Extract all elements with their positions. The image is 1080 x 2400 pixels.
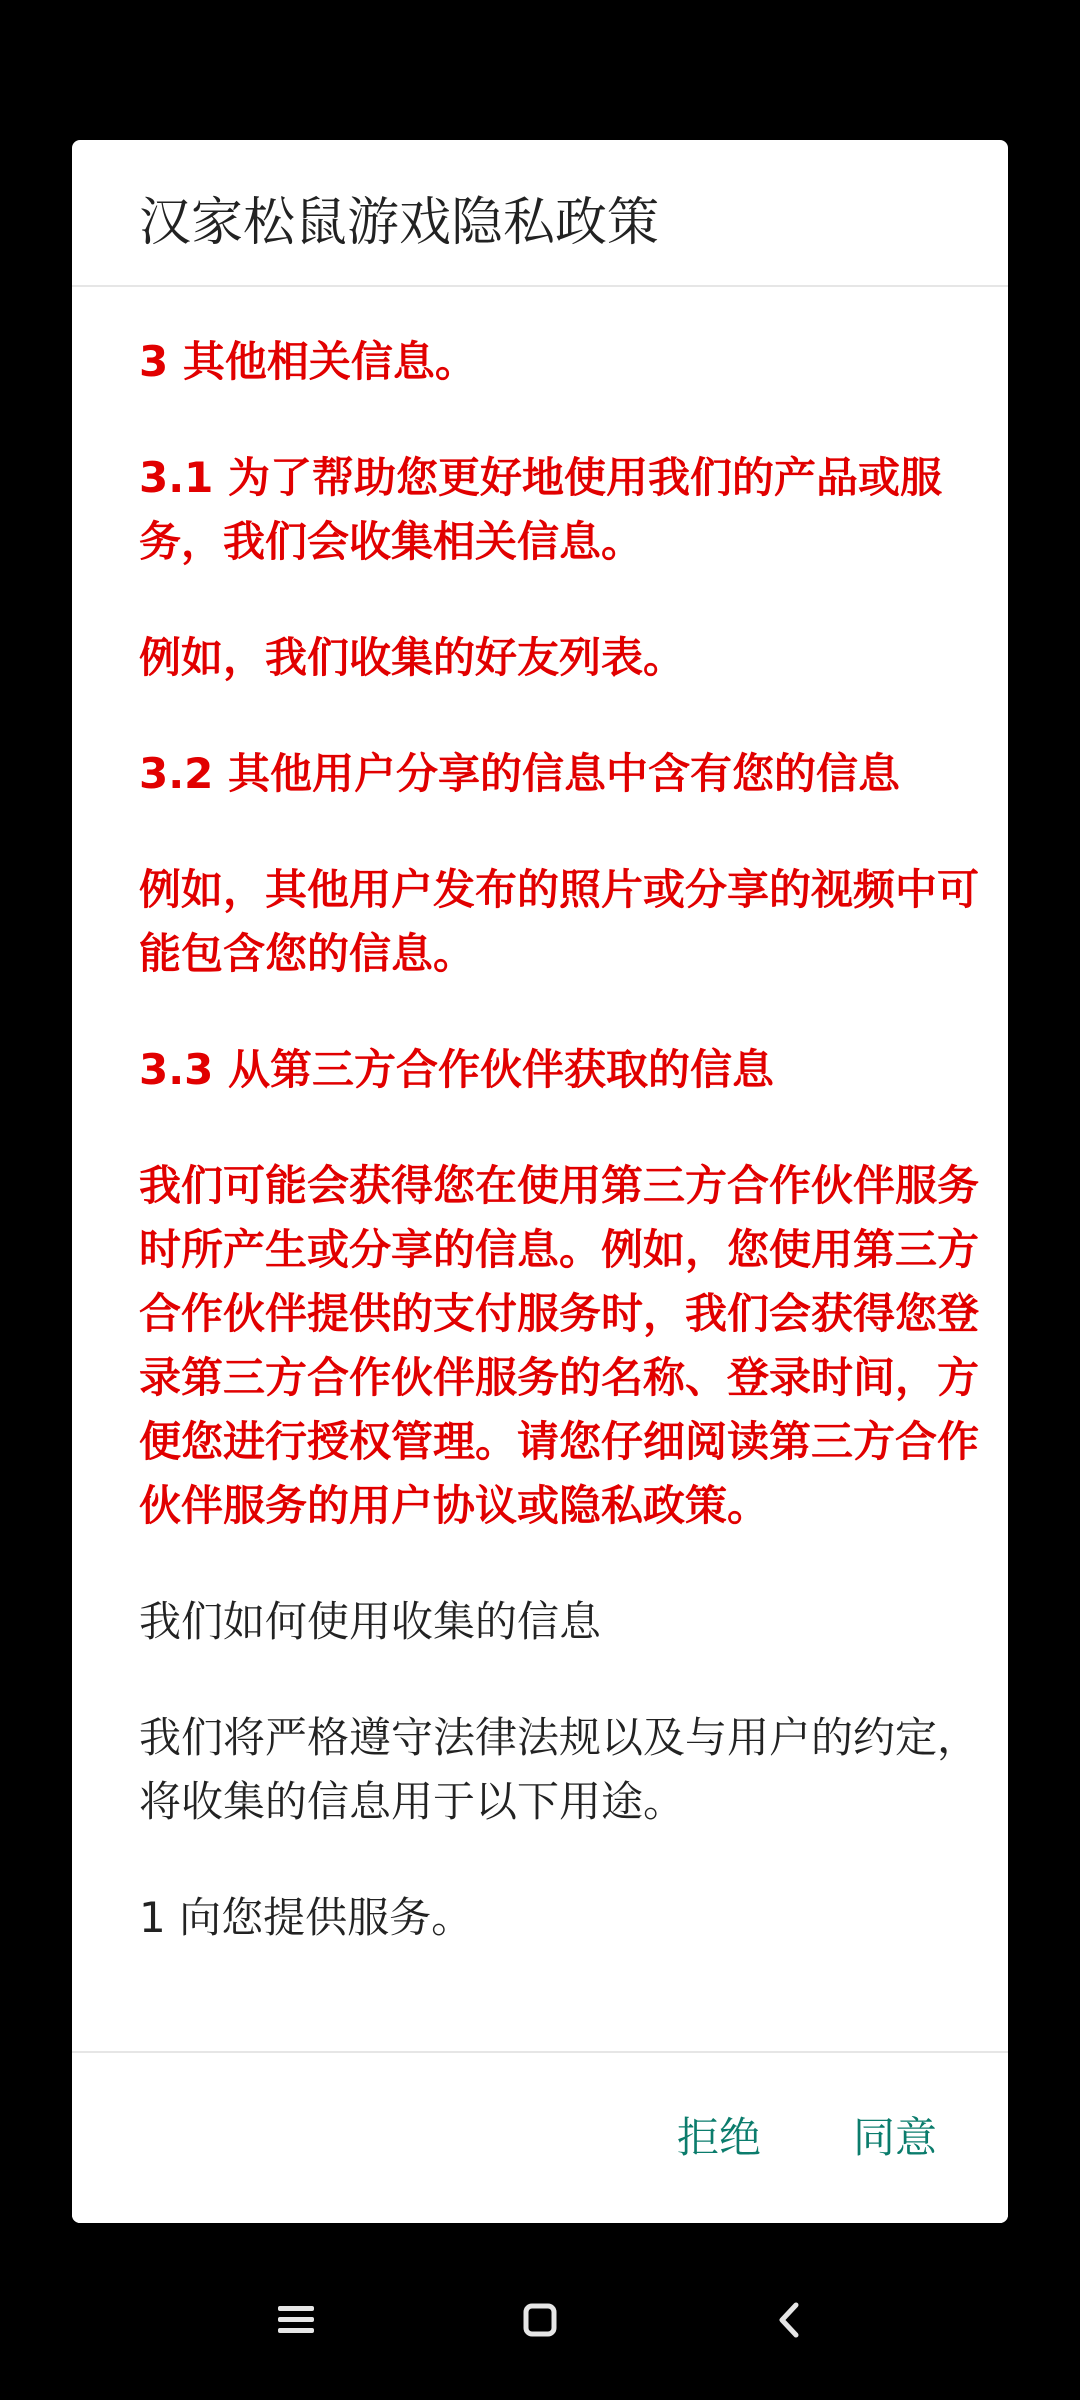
dialog-title: 汉家松鼠游戏隐私政策	[139, 193, 660, 253]
policy-paragraph: 3 其他相关信息。	[139, 337, 477, 386]
policy-paragraph: 3.2 其他用户分享的信息中含有您的信息	[139, 749, 901, 798]
menu-icon[interactable]	[256, 2280, 336, 2360]
dialog-actions	[72, 2053, 1008, 2223]
privacy-policy-dialog	[72, 140, 1008, 2223]
system-navigation-bar	[0, 2240, 1080, 2400]
policy-paragraph: 1 向您提供服务。	[139, 1893, 474, 1942]
policy-paragraph: 例如，其他用户发布的照片或分享的视频中可能包含您的信息。	[139, 865, 980, 978]
back-icon[interactable]	[750, 2280, 830, 2360]
policy-paragraph: 3.3 从第三方合作伙伴获取的信息	[139, 1045, 775, 1094]
reject-button[interactable]: 拒绝	[653, 2053, 785, 2223]
policy-paragraph: 我们如何使用收集的信息	[139, 1597, 602, 1646]
policy-content-scroll[interactable]	[139, 330, 1008, 2175]
title-divider	[72, 285, 1008, 287]
policy-paragraph: 3.1 为了帮助您更好地使用我们的产品或服务，我们会收集相关信息。	[139, 453, 943, 566]
policy-paragraph: 我们将严格遵守法律法规以及与用户的约定，将收集的信息用于以下用途。	[139, 1713, 980, 1826]
agree-button[interactable]: 同意	[829, 2053, 961, 2223]
home-icon[interactable]	[500, 2280, 580, 2360]
policy-paragraph: 我们可能会获得您在使用第三方合作伙伴服务时所产生或分享的信息。例如，您使用第三方合作伙伴提供的支付服务时，我们会获得您登录第三方合作伙伴服务的名称、登录时间，方便您进行授权管理。请您仔细阅读第三方合作伙伴服务的用户协议或隐私政策。	[139, 1161, 980, 1530]
policy-paragraph: 例如，我们收集的好友列表。	[139, 633, 686, 682]
